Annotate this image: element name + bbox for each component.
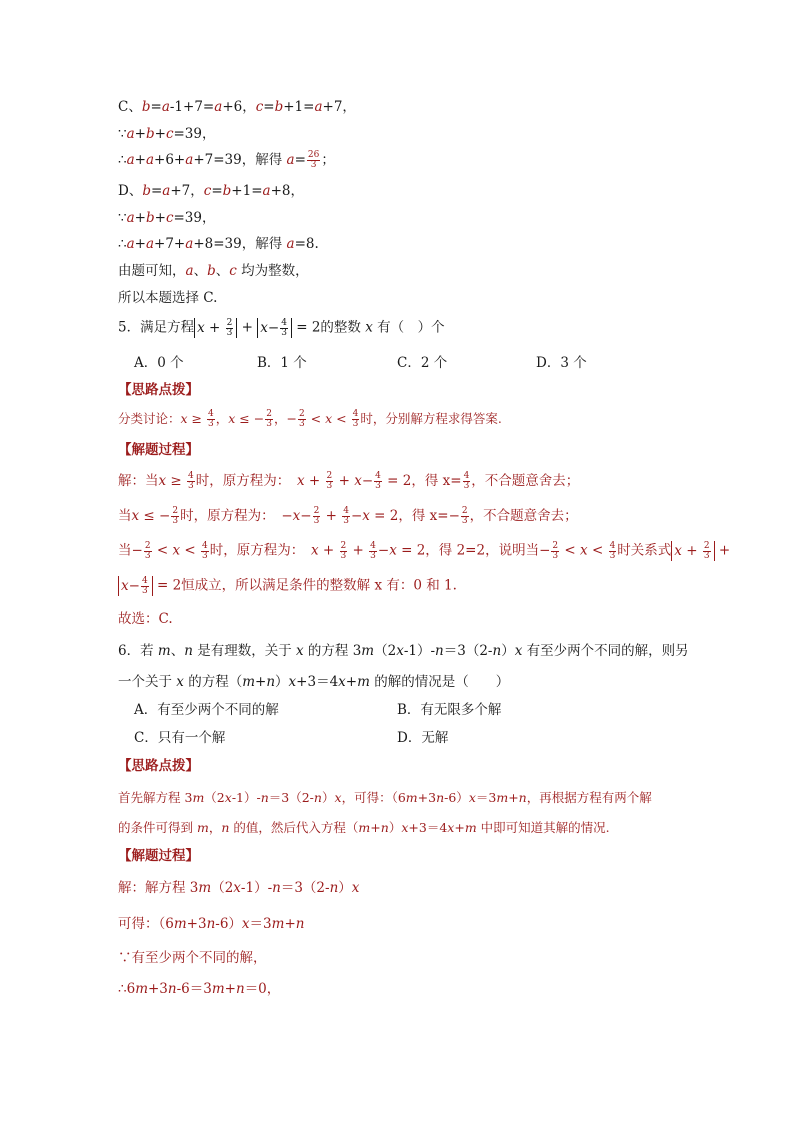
solution-q5-case1: 解：当x ≥ $\frac{4}{3}$ 时，原方程为： x + $\frac{2}{3}$ + x− $\frac{4}{3}$ = 2，得 x= $\frac{4}{3}$ ，不合题意舍去； <box>118 471 580 491</box>
solution-line-c-result: ∴a+a+6+a+7=39，解得 a= $\frac{26}{3}$ ； <box>118 150 335 170</box>
solution-line-c: C、b=a-1+7=a+6，c=b+1=a+7， <box>118 99 356 115</box>
solution-q6-line3: ∵有至少两个不同的解， <box>118 950 267 966</box>
absolute-value: x− $\frac{4}{3}$ <box>257 318 292 338</box>
solution-q5-case2: 当x ≤ − $\frac{2}{3}$ 时，原方程为： −x− $\frac{2}{3}$ + $\frac{4}{3}$ −x = 2，得 x=− $\frac{2}{3}$ ，不合题意舍去； <box>118 506 578 526</box>
solution-line-d-result: ∴a+a+7+a+8=39，解得 a=8. <box>118 236 319 252</box>
option-d[interactable]: D．无解 <box>397 730 449 746</box>
fraction: $\frac{4}{3}$ <box>281 318 287 338</box>
question-5: 5．满足方程 x + $\frac{2}{3}$ + x− $\frac{4}{3}$ = 2的整数 x 有（ ）个 <box>118 318 445 338</box>
hint-q6-line1: 首先解方程 3m（2x-1）-n＝3（2-n）x，可得：（6m+3n-6）x＝3m+n，再根据方程有两个解 <box>118 790 652 805</box>
question-6-line2: 一个关于 x 的方程（m+n）x+3＝4x+m 的解的情况是（ ） <box>118 674 510 690</box>
option-c[interactable]: C．2 个 <box>397 355 448 371</box>
solution-line-answer: 所以本题选择 C. <box>118 290 218 306</box>
absolute-value: x + $\frac{2}{3}$ <box>671 541 714 561</box>
solution-q5-answer: 故选：C. <box>118 611 173 627</box>
fraction: $\frac{2}{3}$ <box>226 318 233 338</box>
absolute-value: x + $\frac{2}{3}$ <box>194 318 237 338</box>
solution-line-c-sum: ∵a+b+c=39， <box>118 126 216 142</box>
question-6-options-row1 <box>0 701 794 719</box>
hint-q6-line2: 的条件可得到 m，n 的值，然后代入方程（m+n）x+3＝4x+m 中即可知道其解的情况. <box>118 820 610 835</box>
option-b[interactable]: B．有无限多个解 <box>397 702 502 718</box>
fraction: $\frac{26}{3}$ <box>307 150 320 170</box>
question-6-options-row2 <box>0 729 794 747</box>
question-5-options <box>0 354 794 372</box>
section-header-solution: 【解题过程】 <box>118 442 199 458</box>
solution-q5-case3: 当− $\frac{2}{3}$ < x < $\frac{4}{3}$ 时，原方程为： x + $\frac{2}{3}$ + $\frac{4}{3}$ −x = 2，得 2=2，说明当− $\frac{2}{3}$ < x < $\frac{4}{3}$ 时关系式 x + $\frac{2}{3}$ + <box>118 540 731 561</box>
option-d[interactable]: D．3 个 <box>536 355 587 371</box>
option-a[interactable]: A．有至少两个不同的解 <box>134 702 279 718</box>
question-6-line1: 6．若 m、n 是有理数，关于 x 的方程 3m（2x-1）-n＝3（2-n）x 有至少两个不同的解，则另 <box>118 643 689 659</box>
section-header-hint: 【思路点拨】 <box>118 758 199 774</box>
solution-line-integers: 由题可知，a、b、c 均为整数， <box>118 263 309 279</box>
solution-q5-conclusion: x− $\frac{4}{3}$ = 2恒成立，所以满足条件的整数解 x 有：0 和 1. <box>118 576 457 596</box>
option-b[interactable]: B．1 个 <box>257 355 307 371</box>
solution-q6-line2: 可得：（6m+3n-6）x＝3m+n <box>118 916 305 932</box>
section-header-hint: 【思路点拨】 <box>118 382 199 398</box>
solution-line-d-sum: ∵a+b+c=39， <box>118 210 216 226</box>
hint-q5: 分类讨论：x ≥ $\frac{4}{3}$ ，x ≤ − $\frac{2}{3}$ ，− $\frac{2}{3}$ < x < $\frac{4}{3}$ 时，分别解方程求得答案. <box>118 409 502 429</box>
option-a[interactable]: A．0 个 <box>134 355 184 371</box>
absolute-value: x− $\frac{4}{3}$ <box>118 576 153 596</box>
section-header-solution: 【解题过程】 <box>118 848 199 864</box>
solution-q6-line1: 解：解方程 3m（2x-1）-n＝3（2-n）x <box>118 880 360 896</box>
solution-q6-line4: ∴6m+3n-6＝3m+n＝0， <box>118 981 281 997</box>
option-c[interactable]: C．只有一个解 <box>134 730 226 746</box>
solution-line-d: D、b=a+7，c=b+1=a+8， <box>118 183 304 199</box>
